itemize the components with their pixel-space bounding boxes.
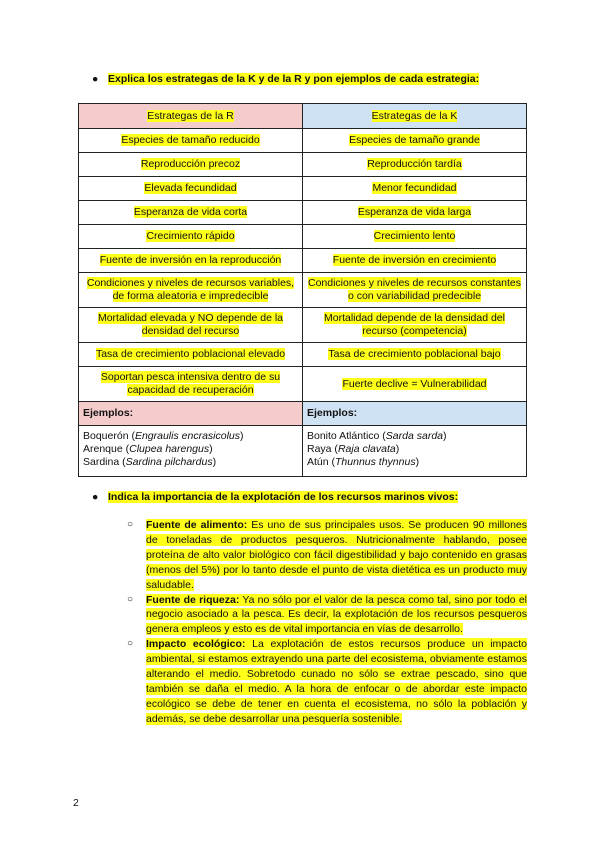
question-1-text: Explica los estrategas de la K y de la R y pon ejemplos de cada estrategia: xyxy=(108,73,480,85)
cell-k: Condiciones y niveles de recursos constantes o con variabilidad predecible xyxy=(303,273,527,308)
cell-k: Fuente de inversión en crecimiento xyxy=(303,249,527,273)
table-row xyxy=(79,249,527,273)
table-row xyxy=(79,367,527,402)
species-item: Arenque (Clupea harengus) xyxy=(83,443,213,455)
item-title: Fuente de riqueza: xyxy=(146,593,240,606)
cell-k: Especies de tamaño grande xyxy=(303,129,527,153)
cell-k: Reproducción tardía xyxy=(303,153,527,177)
examples-k xyxy=(303,426,527,477)
table-row xyxy=(79,201,527,225)
page-number: 2 xyxy=(73,797,79,809)
list-item xyxy=(127,518,527,593)
examples-r xyxy=(79,426,303,477)
examples-label-k: Ejemplos: xyxy=(303,402,527,426)
cell-k: Crecimiento lento xyxy=(303,225,527,249)
cell-r: Tasa de crecimiento poblacional elevado xyxy=(79,343,303,367)
table-row xyxy=(79,129,527,153)
header-k: Estrategas de la K xyxy=(303,104,527,129)
cell-k: Tasa de crecimiento poblacional bajo xyxy=(303,343,527,367)
item-title: Fuente de alimento: xyxy=(146,519,248,531)
species-item: Atún (Thunnus thynnus) xyxy=(307,456,420,468)
header-r: Estrategas de la R xyxy=(79,104,303,129)
species-item: Sardina (Sardina pilchardus) xyxy=(83,456,217,468)
cell-r: Mortalidad elevada y NO depende de la densidad del recurso xyxy=(79,308,303,343)
circle-bullet-icon: ○ xyxy=(127,593,134,605)
table-row xyxy=(79,308,527,343)
strategies-table xyxy=(78,103,527,477)
cell-r: Reproducción precoz xyxy=(79,153,303,177)
item-text: La explotación de estos recursos produce un impacto ambiental, si estamos extrayendo una parte del ecosistema, obviamente estamos alterando el medio. Sobretodo cunado no sólo se extrae pescado, sino que también se daña el medio. A la hora de enfocar o de abordar este impacto ecológico se debe de tener en cuenta el ecosistema, no sólo la población y además, se debe desarrollar una pesquería sostenible. xyxy=(146,638,527,725)
question-1 xyxy=(92,73,479,85)
examples-row xyxy=(79,426,527,477)
cell-r: Elevada fecundidad xyxy=(79,177,303,201)
species-item: Boquerón (Engraulis encrasicolus) xyxy=(83,430,244,442)
cell-k: Fuerte declive = Vulnerabilidad xyxy=(303,367,527,402)
cell-k: Esperanza de vida larga xyxy=(303,201,527,225)
item-text: Es uno de sus principales usos. Se producen 90 millones de toneladas de productos pesqueros. Nutricionalmente hablando, posee proteína de alto valor biológico con fácil digestibilidad y bajo contenido en grasas (menos del 5%) por lo tanto desde el punto de vista dietética es un producto muy saludable. xyxy=(146,519,527,591)
cell-r: Soportan pesca intensiva dentro de su capacidad de recuperación xyxy=(79,367,303,402)
bullet-icon: ● xyxy=(92,73,99,85)
table-row xyxy=(79,153,527,177)
examples-label-r: Ejemplos: xyxy=(79,402,303,426)
table-row xyxy=(79,343,527,367)
importance-list xyxy=(127,518,527,727)
examples-header-row xyxy=(79,402,527,426)
cell-k: Menor fecundidad xyxy=(303,177,527,201)
list-item xyxy=(127,593,527,638)
circle-bullet-icon: ○ xyxy=(127,638,134,650)
cell-r: Esperanza de vida corta xyxy=(79,201,303,225)
table-row xyxy=(79,273,527,308)
table-row xyxy=(79,225,527,249)
cell-r: Crecimiento rápido xyxy=(79,225,303,249)
cell-r: Especies de tamaño reducido xyxy=(79,129,303,153)
cell-r: Condiciones y niveles de recursos variables, de forma aleatoria e impredecible xyxy=(79,273,303,308)
item-text: Ya no sólo por el valor de la pesca como tal, sino por todo el negocio asociado a la pesca. Es decir, la explotación de los recursos pesqueros genera empleos y esto es de vital importancia en vías de desarrollo. xyxy=(146,593,528,636)
question-2-text: Indica la importancia de la explotación de los recursos marinos vivos: xyxy=(108,491,459,503)
cell-r: Fuente de inversión en la reproducción xyxy=(79,249,303,273)
species-item: Raya (Raja clavata) xyxy=(307,443,400,455)
species-item: Bonito Atlántico (Sarda sarda) xyxy=(307,430,447,442)
bullet-icon: ● xyxy=(92,491,99,503)
table-header-row xyxy=(79,104,527,129)
circle-bullet-icon: ○ xyxy=(127,519,134,530)
cell-k: Mortalidad depende de la densidad del recurso (competencia) xyxy=(303,308,527,343)
table-row xyxy=(79,177,527,201)
item-title: Impacto ecológico: xyxy=(146,638,246,651)
question-2 xyxy=(92,491,458,503)
list-item xyxy=(127,637,527,726)
